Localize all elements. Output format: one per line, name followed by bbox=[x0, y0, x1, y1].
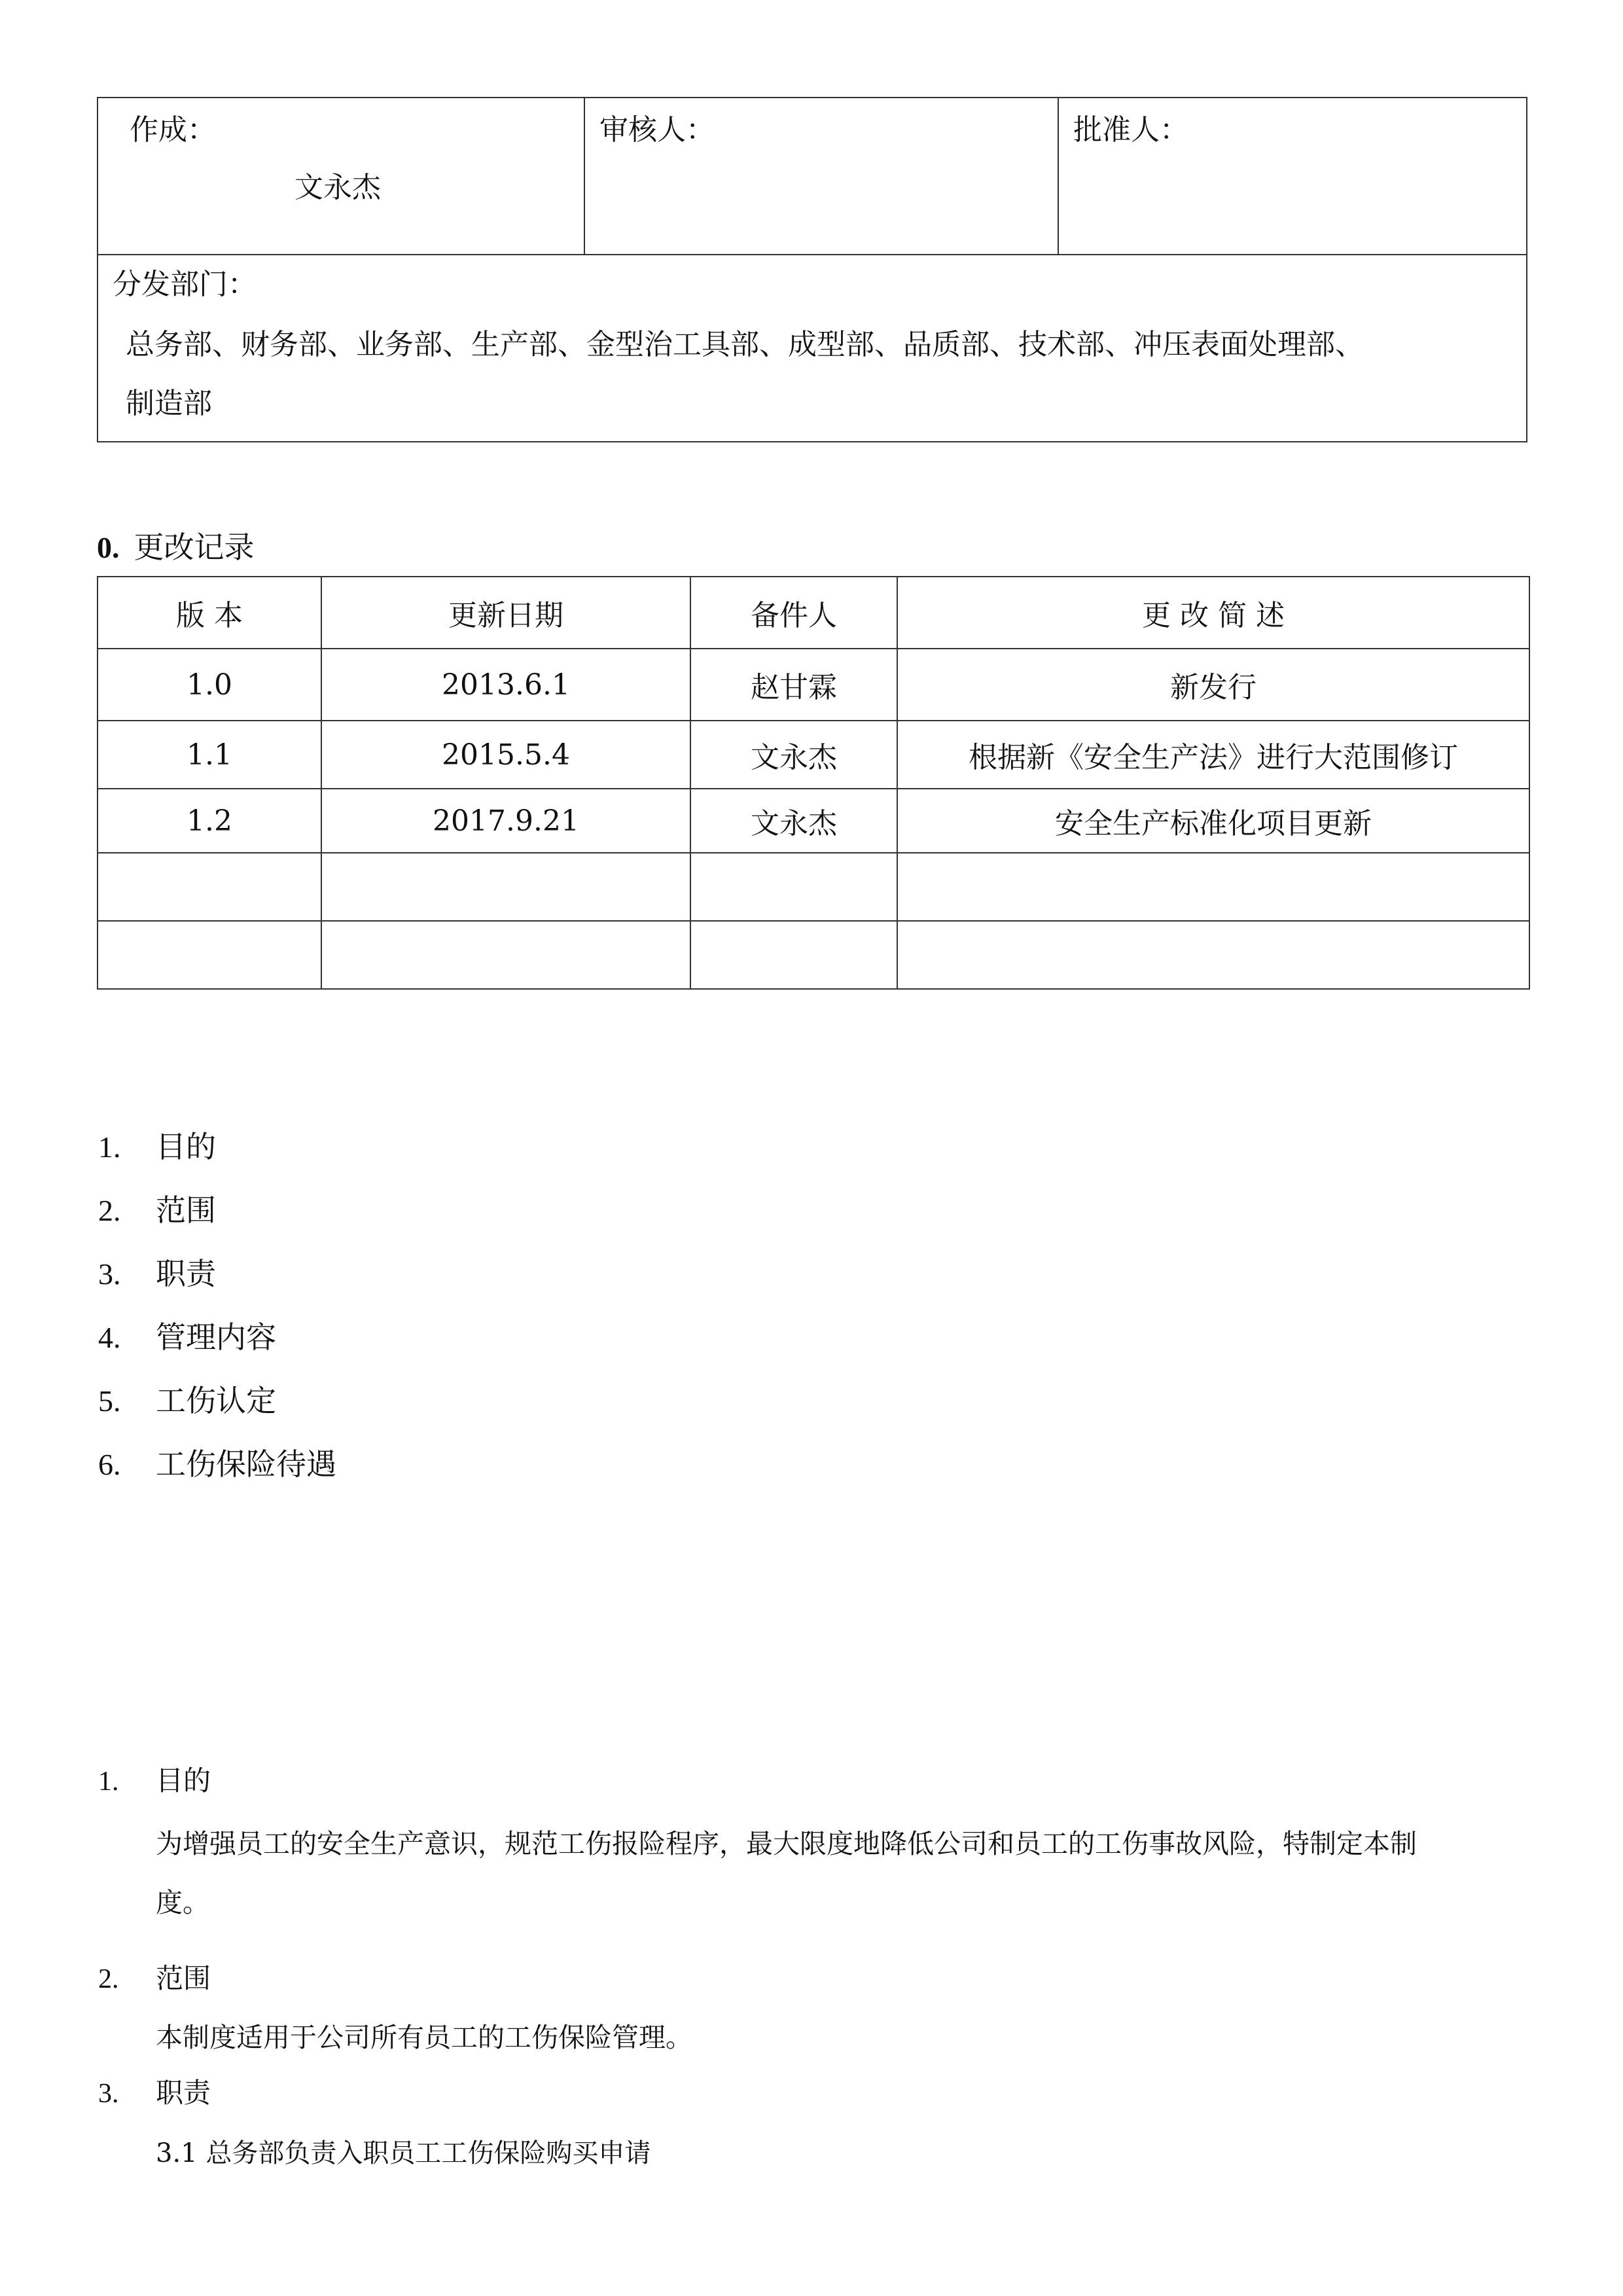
section-title: 目的 bbox=[156, 1765, 211, 1797]
toc-item bbox=[98, 1377, 276, 1420]
toc-title: 工伤保险待遇 bbox=[156, 1446, 336, 1482]
header-date: 更新日期 bbox=[321, 577, 690, 649]
toc-item bbox=[98, 1187, 216, 1230]
cell-person: 文永杰 bbox=[690, 789, 897, 853]
section-2-heading bbox=[98, 1957, 211, 1996]
toc-item bbox=[98, 1314, 276, 1357]
reviewer-cell bbox=[584, 98, 1058, 255]
cell-person bbox=[690, 921, 897, 989]
cell-version: 1.2 bbox=[98, 789, 321, 853]
change-log-table bbox=[97, 576, 1530, 990]
section-3-item-3-1: 3.1 总务部负责入职员工工伤保险购买申请 bbox=[156, 2138, 651, 2168]
author-name: 文永杰 bbox=[294, 171, 381, 204]
toc-item bbox=[98, 1123, 216, 1166]
table-row bbox=[98, 789, 1529, 853]
approver-label: 批准人： bbox=[1073, 113, 1188, 147]
distribution-cell bbox=[98, 255, 1527, 442]
toc-num: 2. bbox=[98, 1194, 121, 1227]
distribution-line-2: 制造部 bbox=[126, 387, 212, 420]
cell-summary bbox=[897, 853, 1529, 921]
toc-num: 3. bbox=[98, 1257, 121, 1291]
approver-cell bbox=[1058, 98, 1527, 255]
table-row-empty bbox=[98, 921, 1529, 989]
section-num: 1. bbox=[98, 1767, 119, 1797]
cell-person bbox=[690, 853, 897, 921]
cell-version bbox=[98, 921, 321, 989]
author-label: 作成： bbox=[130, 113, 216, 147]
reviewer-label: 审核人： bbox=[599, 113, 715, 147]
distribution-label: 分发部门： bbox=[113, 268, 257, 301]
header-summary: 更 改 简 述 bbox=[897, 577, 1529, 649]
signoff-table bbox=[97, 97, 1527, 442]
section-2-text: 本制度适用于公司所有员工的工伤保险管理。 bbox=[156, 2022, 692, 2053]
toc-title: 工伤认定 bbox=[156, 1383, 276, 1418]
header-version: 版 本 bbox=[98, 577, 321, 649]
cell-summary: 根据新《安全生产法》进行大范围修订 bbox=[897, 721, 1529, 789]
section-1-text-line-2: 度。 bbox=[156, 1887, 209, 1918]
table-header-row bbox=[98, 577, 1529, 649]
section-num: 3. bbox=[98, 2079, 119, 2109]
cell-version bbox=[98, 853, 321, 921]
cell-version: 1.1 bbox=[98, 721, 321, 789]
cell-date: 2015.5.4 bbox=[321, 721, 690, 789]
cell-summary: 新发行 bbox=[897, 649, 1529, 721]
cell-summary: 安全生产标准化项目更新 bbox=[897, 789, 1529, 853]
section-num: 2. bbox=[98, 1964, 119, 1994]
toc-title: 目的 bbox=[156, 1129, 216, 1164]
cell-date: 2013.6.1 bbox=[321, 649, 690, 721]
cell-version: 1.0 bbox=[98, 649, 321, 721]
distribution-line-1: 总务部、财务部、业务部、生产部、金型治工具部、成型部、品质部、技术部、冲压表面处理部、 bbox=[126, 328, 1364, 361]
toc-item bbox=[98, 1250, 216, 1293]
toc-title: 职责 bbox=[156, 1256, 216, 1291]
section-title: 职责 bbox=[156, 2077, 211, 2109]
table-row bbox=[98, 649, 1529, 721]
cell-date bbox=[321, 853, 690, 921]
cell-date: 2017.9.21 bbox=[321, 789, 690, 853]
table-row bbox=[98, 721, 1529, 789]
table-row-empty bbox=[98, 853, 1529, 921]
header-person: 备件人 bbox=[690, 577, 897, 649]
toc-num: 5. bbox=[98, 1384, 121, 1418]
toc-item bbox=[98, 1441, 336, 1484]
change-log-title: 更改记录 bbox=[134, 529, 255, 565]
cell-summary bbox=[897, 921, 1529, 989]
toc-title: 管理内容 bbox=[156, 1319, 276, 1355]
cell-person: 文永杰 bbox=[690, 721, 897, 789]
toc-num: 4. bbox=[98, 1321, 121, 1354]
section-3-heading bbox=[98, 2072, 211, 2111]
cell-person: 赵甘霖 bbox=[690, 649, 897, 721]
toc-title: 范围 bbox=[156, 1193, 216, 1228]
section-1-text-line-1: 为增强员工的安全生产意识，规范工伤报险程序，最大限度地降低公司和员工的工伤事故风险，特制定本制 bbox=[156, 1828, 1417, 1859]
author-cell bbox=[98, 98, 584, 255]
toc-num: 1. bbox=[98, 1130, 121, 1164]
cell-date bbox=[321, 921, 690, 989]
change-log-heading bbox=[97, 524, 255, 567]
section-title: 范围 bbox=[156, 1962, 211, 1994]
change-log-num: 0. bbox=[97, 531, 120, 564]
section-1-heading bbox=[98, 1759, 211, 1799]
toc-num: 6. bbox=[98, 1448, 121, 1481]
